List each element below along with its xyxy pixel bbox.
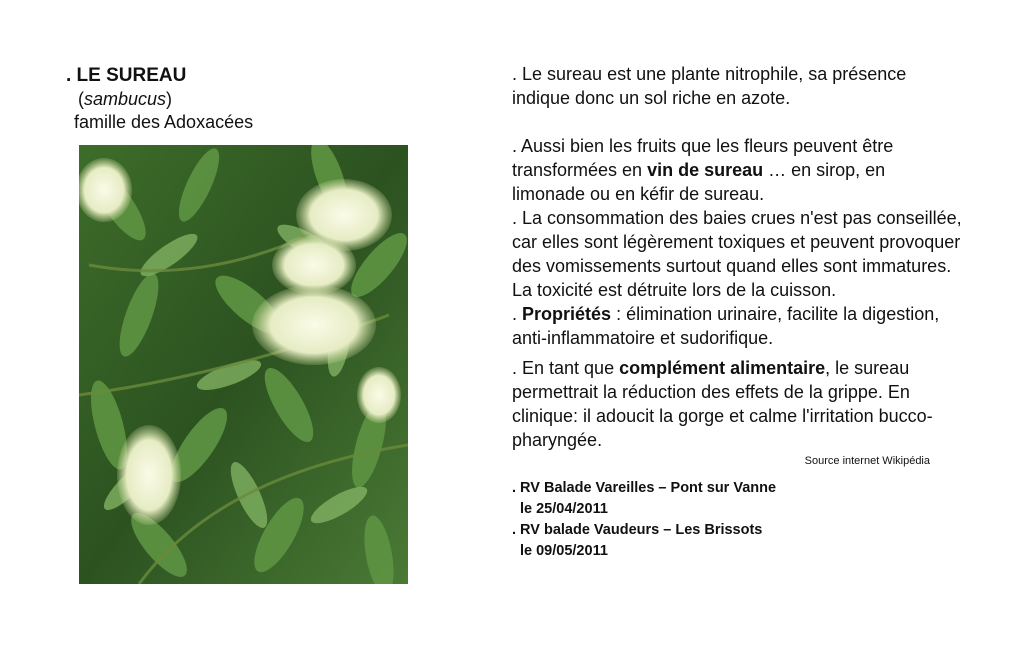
latin-name: (sambucus) (78, 89, 173, 109)
event-1-date: le 25/04/2011 (520, 501, 608, 517)
header-block (66, 64, 253, 134)
paragraph-uses-text-1: . Aussi bien les fruits que les fleurs peuvent être transformées en (512, 136, 894, 180)
paragraph-supplement-text-1: . En tant que (512, 358, 620, 378)
paragraph-supplement (512, 356, 962, 452)
page-title: . LE SUREAU (66, 65, 187, 86)
paragraph-uses-bold: vin de sureau (647, 160, 764, 180)
paragraph-properties-text-1: . (512, 304, 523, 324)
source-credit: Source internet Wikipédia (804, 455, 930, 467)
plant-family: famille des Adoxacées (74, 112, 254, 132)
paragraph-uses-text-2: … en sirop, en limonade ou en kéfir de sureau. (512, 160, 886, 204)
paragraph-nitrophile: . Le sureau est une plante nitrophile, sa présence indique donc un sol riche en azote. (512, 64, 907, 108)
paragraph-supplement-bold: complément alimentaire (619, 358, 826, 378)
paragraph-properties-text-2: : élimination urinaire, facilite la digestion, anti-inflammatoire et sudorifique. (512, 304, 940, 348)
description-column (512, 62, 962, 562)
event-1-title: . RV Balade Vareilles – Pont sur Vanne (512, 480, 777, 496)
latin-name-text: sambucus (84, 89, 167, 109)
paragraph-uses (512, 134, 962, 206)
paragraph-properties-bold: Propriétés (522, 304, 612, 324)
paragraph-toxicity: . La consommation des baies crues n'est pas conseillée, car elles sont légèrement toxiques et peuvent provoquer des vomissements surtout quand elles sont immatures. La toxicité est détruite lors de la cuisson. (512, 208, 962, 300)
event-2-title: . RV balade Vaudeurs – Les Brissots (512, 522, 763, 538)
event-2-date: le 09/05/2011 (520, 543, 608, 559)
event-list (512, 478, 962, 562)
paragraph-supplement-text-2: , le sureau permettrait la réduction des effets de la grippe. En clinique: il adoucit la gorge et calme l'irritation bucco-pharyngée. (512, 358, 933, 450)
elderflower-illustration (79, 145, 408, 584)
paragraph-properties (512, 302, 962, 350)
elderflower-photo (79, 145, 408, 584)
